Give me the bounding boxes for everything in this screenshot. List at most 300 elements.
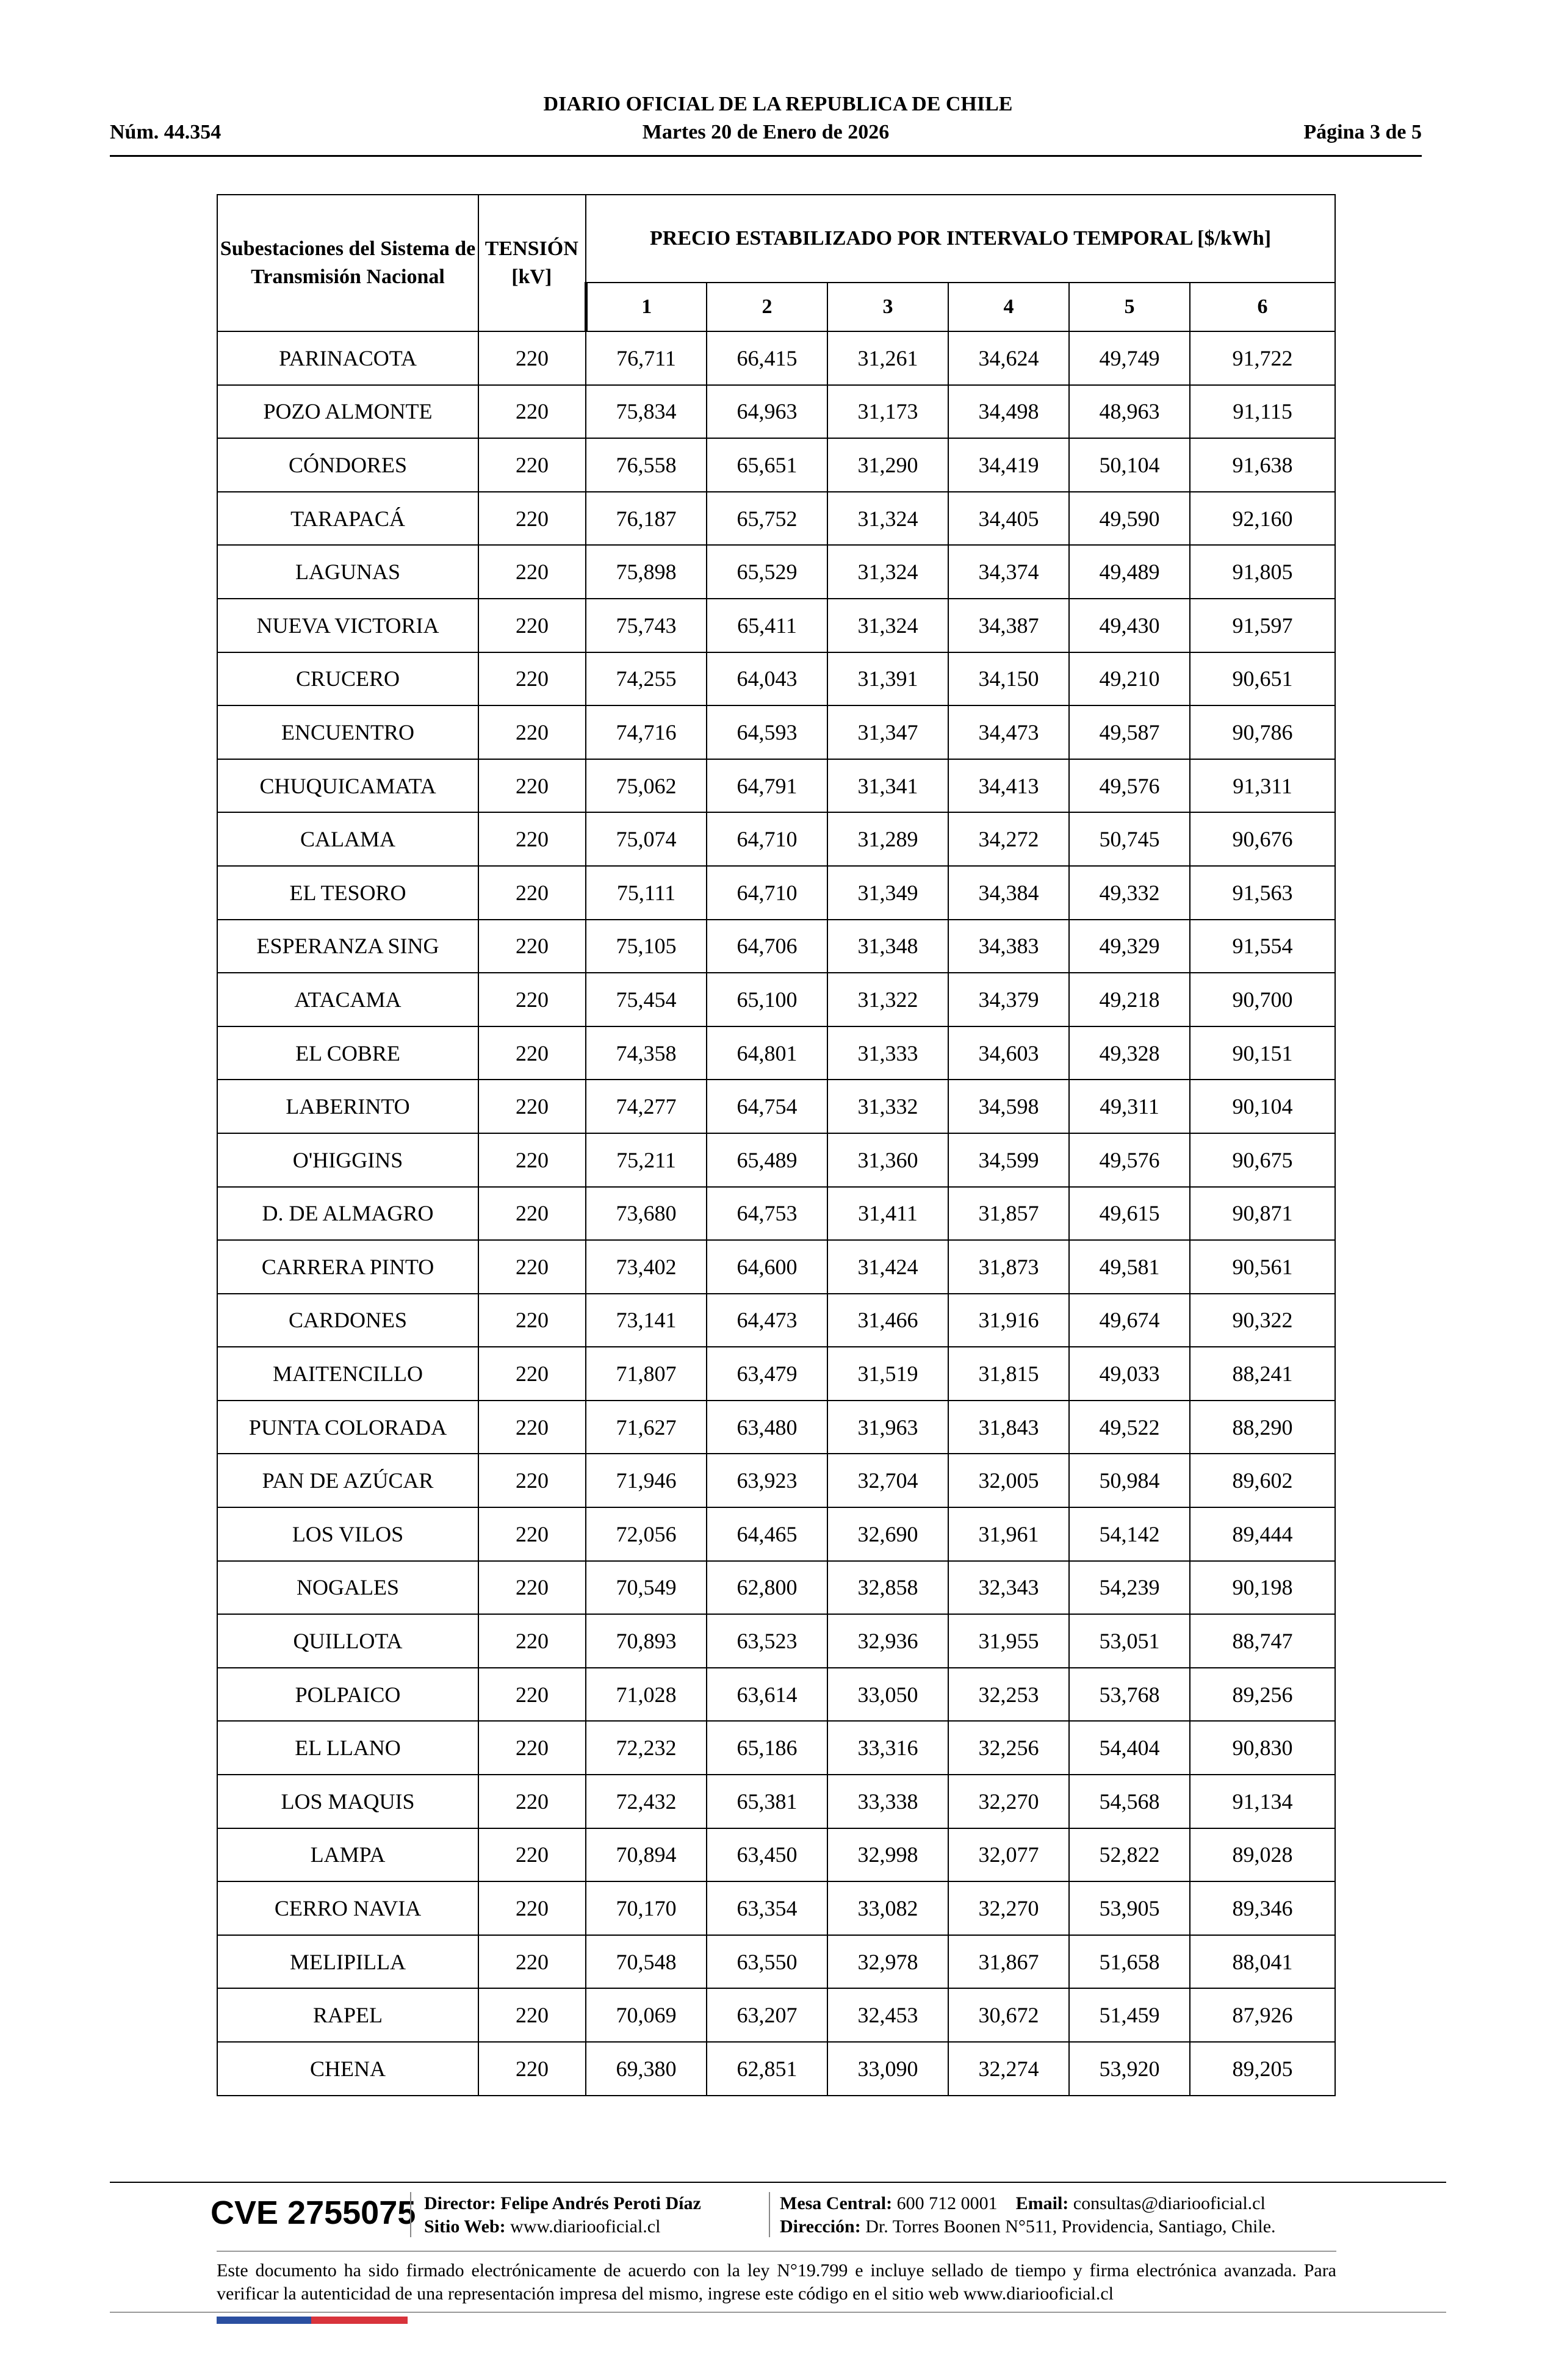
table-row (217, 545, 1335, 599)
price-cell: 64,791 (707, 759, 827, 813)
price-cell: 51,658 (1069, 1935, 1190, 1989)
price-cell: 70,170 (586, 1881, 707, 1935)
voltage-cell: 220 (478, 1721, 586, 1775)
price-cell: 32,998 (827, 1828, 948, 1882)
voltage-column-header: TENSIÓN [kV] (478, 195, 586, 331)
table-row (217, 1294, 1335, 1347)
voltage-cell: 220 (478, 1240, 586, 1294)
price-cell: 89,256 (1190, 1668, 1335, 1722)
price-cell: 31,857 (948, 1187, 1069, 1241)
voltage-cell: 220 (478, 599, 586, 652)
voltage-cell: 220 (478, 705, 586, 759)
price-cell: 32,270 (948, 1775, 1069, 1828)
price-cell: 32,690 (827, 1507, 948, 1561)
price-cell: 34,405 (948, 492, 1069, 546)
table-row (217, 331, 1335, 385)
price-cell: 90,198 (1190, 1561, 1335, 1615)
email-label: Email: (1015, 2193, 1069, 2213)
price-cell: 32,077 (948, 1828, 1069, 1882)
substation-name-cell: PARINACOTA (217, 331, 478, 385)
table-row (217, 1721, 1335, 1775)
table-row (217, 1133, 1335, 1187)
price-cell: 91,638 (1190, 438, 1335, 492)
price-cell: 31,324 (827, 492, 948, 546)
footer-divider (110, 2312, 1446, 2313)
price-cell: 33,316 (827, 1721, 948, 1775)
price-cell: 32,005 (948, 1454, 1069, 1507)
price-cell: 65,186 (707, 1721, 827, 1775)
price-cell: 74,716 (586, 705, 707, 759)
table-row (217, 1935, 1335, 1989)
price-cell: 88,041 (1190, 1935, 1335, 1989)
substation-name-cell: CHUQUICAMATA (217, 759, 478, 813)
voltage-cell: 220 (478, 1347, 586, 1401)
price-cell: 34,150 (948, 652, 1069, 706)
price-cell: 91,134 (1190, 1775, 1335, 1828)
table-row (217, 866, 1335, 920)
table-row (217, 1561, 1335, 1615)
price-cell: 64,801 (707, 1026, 827, 1080)
price-cell: 69,380 (586, 2042, 707, 2096)
substation-name-cell: CRUCERO (217, 652, 478, 706)
price-cell: 91,805 (1190, 545, 1335, 599)
price-cell: 65,489 (707, 1133, 827, 1187)
price-cell: 49,332 (1069, 866, 1190, 920)
price-cell: 71,028 (586, 1668, 707, 1722)
price-cell: 32,704 (827, 1454, 948, 1507)
price-cell: 31,322 (827, 973, 948, 1026)
table-row (217, 492, 1335, 546)
price-cell: 91,597 (1190, 599, 1335, 652)
price-cell: 64,043 (707, 652, 827, 706)
price-cell: 75,074 (586, 812, 707, 866)
price-cell: 62,851 (707, 2042, 827, 2096)
price-cell: 90,675 (1190, 1133, 1335, 1187)
table-row (217, 1347, 1335, 1401)
voltage-cell: 220 (478, 1454, 586, 1507)
substation-name-cell: CÓNDORES (217, 438, 478, 492)
price-cell: 64,600 (707, 1240, 827, 1294)
price-cell: 31,324 (827, 599, 948, 652)
table-row (217, 812, 1335, 866)
substation-name-cell: POZO ALMONTE (217, 385, 478, 439)
substation-name-cell: MAITENCILLO (217, 1347, 478, 1401)
substation-name-cell: CARDONES (217, 1294, 478, 1347)
voltage-cell: 220 (478, 1775, 586, 1828)
price-cell: 31,341 (827, 759, 948, 813)
price-cell: 65,411 (707, 599, 827, 652)
price-cell: 34,387 (948, 599, 1069, 652)
table-row (217, 1614, 1335, 1668)
price-cell: 34,413 (948, 759, 1069, 813)
price-cell: 90,786 (1190, 705, 1335, 759)
price-cell: 89,205 (1190, 2042, 1335, 2096)
price-cell: 33,050 (827, 1668, 948, 1722)
contact-block (780, 2192, 1276, 2238)
voltage-cell: 220 (478, 438, 586, 492)
price-cell: 53,051 (1069, 1614, 1190, 1668)
table-row (217, 1775, 1335, 1828)
price-cell: 88,290 (1190, 1401, 1335, 1454)
voltage-cell: 220 (478, 1507, 586, 1561)
voltage-cell: 220 (478, 1881, 586, 1935)
substation-name-cell: LAMPA (217, 1828, 478, 1882)
price-cell: 72,432 (586, 1775, 707, 1828)
price-cell: 34,603 (948, 1026, 1069, 1080)
price-cell: 64,593 (707, 705, 827, 759)
price-cell: 32,453 (827, 1988, 948, 2042)
substation-name-cell: EL COBRE (217, 1026, 478, 1080)
price-cell: 31,466 (827, 1294, 948, 1347)
header-divider (110, 155, 1422, 157)
price-cell: 49,674 (1069, 1294, 1190, 1347)
substation-name-cell: EL LLANO (217, 1721, 478, 1775)
price-cell: 49,576 (1069, 1133, 1190, 1187)
substation-name-cell: LAGUNAS (217, 545, 478, 599)
price-cell: 34,473 (948, 705, 1069, 759)
voltage-cell: 220 (478, 2042, 586, 2096)
voltage-cell: 220 (478, 1828, 586, 1882)
table-row (217, 705, 1335, 759)
price-cell: 88,241 (1190, 1347, 1335, 1401)
price-cell: 75,454 (586, 973, 707, 1026)
price-cell: 32,343 (948, 1561, 1069, 1615)
table-row (217, 1668, 1335, 1722)
price-cell: 31,961 (948, 1507, 1069, 1561)
substation-name-cell: CALAMA (217, 812, 478, 866)
price-cell: 62,800 (707, 1561, 827, 1615)
substation-name-cell: CERRO NAVIA (217, 1881, 478, 1935)
header-row (110, 121, 1422, 150)
price-cell: 90,871 (1190, 1187, 1335, 1241)
interval-header: 1 (586, 283, 707, 331)
price-cell: 31,332 (827, 1080, 948, 1133)
voltage-cell: 220 (478, 385, 586, 439)
substation-name-cell: QUILLOTA (217, 1614, 478, 1668)
price-cell: 31,411 (827, 1187, 948, 1241)
substation-name-cell: O'HIGGINS (217, 1133, 478, 1187)
price-cell: 31,348 (827, 920, 948, 973)
cve-code: CVE 2755075 (211, 2194, 416, 2231)
substation-name-cell: D. DE ALMAGRO (217, 1187, 478, 1241)
address-value: Dr. Torres Boonen N°511, Providencia, Santiago, Chile. (865, 2216, 1276, 2237)
table-row (217, 1080, 1335, 1133)
price-cell: 32,858 (827, 1561, 948, 1615)
price-cell: 31,843 (948, 1401, 1069, 1454)
substation-name-cell: ESPERANZA SING (217, 920, 478, 973)
substation-name-cell: MELIPILLA (217, 1935, 478, 1989)
price-cell: 70,548 (586, 1935, 707, 1989)
price-cell: 91,115 (1190, 385, 1335, 439)
price-cell: 33,090 (827, 2042, 948, 2096)
price-cell: 34,374 (948, 545, 1069, 599)
price-cell: 54,239 (1069, 1561, 1190, 1615)
price-cell: 90,151 (1190, 1026, 1335, 1080)
price-cell: 49,328 (1069, 1026, 1190, 1080)
price-cell: 31,173 (827, 385, 948, 439)
price-cell: 73,402 (586, 1240, 707, 1294)
price-cell: 66,415 (707, 331, 827, 385)
price-cell: 92,160 (1190, 492, 1335, 546)
price-cell: 32,978 (827, 1935, 948, 1989)
substation-name-cell: CARRERA PINTO (217, 1240, 478, 1294)
price-cell: 50,984 (1069, 1454, 1190, 1507)
footer-divider (217, 2251, 1336, 2252)
substation-name-cell: LOS MAQUIS (217, 1775, 478, 1828)
price-cell: 34,498 (948, 385, 1069, 439)
price-cell: 74,358 (586, 1026, 707, 1080)
voltage-cell: 220 (478, 1935, 586, 1989)
mesa-phone: 600 712 0001 (896, 2193, 998, 2213)
voltage-cell: 220 (478, 652, 586, 706)
interval-header: 4 (948, 283, 1069, 331)
price-cell: 34,599 (948, 1133, 1069, 1187)
price-cell: 50,745 (1069, 812, 1190, 866)
substation-name-cell: EL TESORO (217, 866, 478, 920)
price-cell: 64,706 (707, 920, 827, 973)
price-cell: 49,587 (1069, 705, 1190, 759)
price-cell: 70,894 (586, 1828, 707, 1882)
table-row (217, 2042, 1335, 2096)
voltage-cell: 220 (478, 866, 586, 920)
price-cell: 32,253 (948, 1668, 1069, 1722)
table-row (217, 1507, 1335, 1561)
table-row (217, 652, 1335, 706)
substation-name-cell: LOS VILOS (217, 1507, 478, 1561)
price-cell: 90,700 (1190, 973, 1335, 1026)
price-cell: 64,710 (707, 866, 827, 920)
price-cell: 87,926 (1190, 1988, 1335, 2042)
price-cell: 34,419 (948, 438, 1069, 492)
table-row (217, 1828, 1335, 1882)
table-row (217, 385, 1335, 439)
substation-name-cell: TARAPACÁ (217, 492, 478, 546)
price-cell: 65,529 (707, 545, 827, 599)
price-cell: 63,480 (707, 1401, 827, 1454)
price-cell: 75,111 (586, 866, 707, 920)
table-row (217, 1187, 1335, 1241)
interval-header: 2 (707, 283, 827, 331)
table-row (217, 1881, 1335, 1935)
voltage-cell: 220 (478, 1026, 586, 1080)
issue-date: Martes 20 de Enero de 2026 (642, 121, 890, 143)
price-cell: 63,354 (707, 1881, 827, 1935)
price-cell: 73,680 (586, 1187, 707, 1241)
price-cell: 49,033 (1069, 1347, 1190, 1401)
price-cell: 70,893 (586, 1614, 707, 1668)
price-cell: 49,522 (1069, 1401, 1190, 1454)
substation-name-cell: ENCUENTRO (217, 705, 478, 759)
table-row (217, 438, 1335, 492)
email-link[interactable]: consultas@diariooficial.cl (1073, 2193, 1266, 2213)
price-cell: 30,672 (948, 1988, 1069, 2042)
price-cell: 90,322 (1190, 1294, 1335, 1347)
price-cell: 51,459 (1069, 1988, 1190, 2042)
substation-name-cell: ATACAMA (217, 973, 478, 1026)
price-cell: 63,523 (707, 1614, 827, 1668)
table-row (217, 1026, 1335, 1080)
substation-name-cell: RAPEL (217, 1988, 478, 2042)
voltage-cell: 220 (478, 920, 586, 973)
table-row (217, 973, 1335, 1026)
price-cell: 49,430 (1069, 599, 1190, 652)
price-cell: 89,602 (1190, 1454, 1335, 1507)
voltage-cell: 220 (478, 759, 586, 813)
price-cell: 31,333 (827, 1026, 948, 1080)
price-cell: 73,141 (586, 1294, 707, 1347)
price-cell: 49,749 (1069, 331, 1190, 385)
footer-separator (769, 2192, 770, 2237)
price-cell: 31,916 (948, 1294, 1069, 1347)
price-cell: 31,963 (827, 1401, 948, 1454)
price-cell: 31,360 (827, 1133, 948, 1187)
issue-number: Núm. 44.354 (110, 121, 222, 143)
price-cell: 64,754 (707, 1080, 827, 1133)
price-cell: 90,651 (1190, 652, 1335, 706)
voltage-cell: 220 (478, 1294, 586, 1347)
director-block (424, 2192, 701, 2238)
substation-name-cell: CHENA (217, 2042, 478, 2096)
director-label: Director: (424, 2193, 496, 2213)
price-cell: 31,867 (948, 1935, 1069, 1989)
price-group-header: PRECIO ESTABILIZADO POR INTERVALO TEMPORAL [$/kWh] (586, 195, 1335, 283)
price-cell: 72,232 (586, 1721, 707, 1775)
voltage-cell: 220 (478, 331, 586, 385)
voltage-cell: 220 (478, 1668, 586, 1722)
price-cell: 32,256 (948, 1721, 1069, 1775)
price-cell: 34,379 (948, 973, 1069, 1026)
price-cell: 70,549 (586, 1561, 707, 1615)
table-row (217, 759, 1335, 813)
price-cell: 64,753 (707, 1187, 827, 1241)
price-cell: 64,710 (707, 812, 827, 866)
substation-name-cell: PUNTA COLORADA (217, 1401, 478, 1454)
price-cell: 89,346 (1190, 1881, 1335, 1935)
substation-name-cell: NUEVA VICTORIA (217, 599, 478, 652)
price-cell: 49,329 (1069, 920, 1190, 973)
price-cell: 90,676 (1190, 812, 1335, 866)
voltage-cell: 220 (478, 1561, 586, 1615)
voltage-cell: 220 (478, 1187, 586, 1241)
price-cell: 91,563 (1190, 866, 1335, 920)
price-table-body (217, 331, 1335, 2096)
price-cell: 54,142 (1069, 1507, 1190, 1561)
price-cell: 50,104 (1069, 438, 1190, 492)
price-cell: 89,444 (1190, 1507, 1335, 1561)
price-cell: 53,920 (1069, 2042, 1190, 2096)
price-cell: 34,272 (948, 812, 1069, 866)
price-cell: 74,255 (586, 652, 707, 706)
price-cell: 90,561 (1190, 1240, 1335, 1294)
table-row (217, 599, 1335, 652)
price-cell: 63,207 (707, 1988, 827, 2042)
price-cell: 64,465 (707, 1507, 827, 1561)
site-label: Sitio Web: (424, 2216, 506, 2237)
price-cell: 54,404 (1069, 1721, 1190, 1775)
price-cell: 34,383 (948, 920, 1069, 973)
interval-header: 3 (827, 283, 948, 331)
price-cell: 72,056 (586, 1507, 707, 1561)
footer-divider (110, 2182, 1446, 2183)
price-cell: 32,274 (948, 2042, 1069, 2096)
price-cell: 52,822 (1069, 1828, 1190, 1882)
price-cell: 31,347 (827, 705, 948, 759)
price-cell: 53,905 (1069, 1881, 1190, 1935)
price-cell: 31,815 (948, 1347, 1069, 1401)
price-cell: 31,424 (827, 1240, 948, 1294)
price-cell: 63,923 (707, 1454, 827, 1507)
voltage-cell: 220 (478, 545, 586, 599)
price-cell: 63,479 (707, 1347, 827, 1401)
price-cell: 48,963 (1069, 385, 1190, 439)
price-cell: 32,270 (948, 1881, 1069, 1935)
newspaper-title: DIARIO OFICIAL DE LA REPUBLICA DE CHILE (543, 93, 1013, 115)
voltage-cell: 220 (478, 1614, 586, 1668)
price-cell: 31,955 (948, 1614, 1069, 1668)
page-indicator: Página 3 de 5 (1303, 121, 1422, 143)
price-cell: 49,210 (1069, 652, 1190, 706)
price-cell: 76,711 (586, 331, 707, 385)
price-cell: 75,834 (586, 385, 707, 439)
substation-name-cell: NOGALES (217, 1561, 478, 1615)
price-cell: 34,384 (948, 866, 1069, 920)
price-cell: 49,581 (1069, 1240, 1190, 1294)
price-cell: 90,830 (1190, 1721, 1335, 1775)
director-name: Felipe Andrés Peroti Díaz (500, 2193, 701, 2213)
price-cell: 33,082 (827, 1881, 948, 1935)
substation-name-cell: LABERINTO (217, 1080, 478, 1133)
mesa-label: Mesa Central: (780, 2193, 893, 2213)
price-cell: 34,598 (948, 1080, 1069, 1133)
price-cell: 49,576 (1069, 759, 1190, 813)
voltage-cell: 220 (478, 1133, 586, 1187)
price-cell: 49,590 (1069, 492, 1190, 546)
price-cell: 49,615 (1069, 1187, 1190, 1241)
voltage-cell: 220 (478, 1988, 586, 2042)
price-cell: 65,752 (707, 492, 827, 546)
price-cell: 53,768 (1069, 1668, 1190, 1722)
price-cell: 31,290 (827, 438, 948, 492)
price-cell: 31,349 (827, 866, 948, 920)
price-cell: 63,614 (707, 1668, 827, 1722)
price-cell: 34,624 (948, 331, 1069, 385)
price-cell: 31,873 (948, 1240, 1069, 1294)
price-cell: 31,261 (827, 331, 948, 385)
price-cell: 63,450 (707, 1828, 827, 1882)
price-cell: 31,324 (827, 545, 948, 599)
price-cell: 31,391 (827, 652, 948, 706)
table-row (217, 1988, 1335, 2042)
price-cell: 75,105 (586, 920, 707, 973)
substation-name-cell: PAN DE AZÚCAR (217, 1454, 478, 1507)
legal-notice: Este documento ha sido firmado electrónicamente de acuerdo con la ley N°19.799 e incluye sellado de tiempo y firma electrónica avanzada. Para verificar la autenticidad de una representación impresa del mismo, ingrese este código en el sitio web www.diariooficial.cl (217, 2260, 1336, 2304)
table-row (217, 920, 1335, 973)
address-label: Dirección: (780, 2216, 861, 2237)
table-row (217, 1454, 1335, 1507)
price-cell: 70,069 (586, 1988, 707, 2042)
price-cell: 75,898 (586, 545, 707, 599)
interval-header: 5 (1069, 283, 1190, 331)
price-cell: 74,277 (586, 1080, 707, 1133)
voltage-cell: 220 (478, 1401, 586, 1454)
price-cell: 91,311 (1190, 759, 1335, 813)
site-link[interactable]: www.diariooficial.cl (510, 2216, 661, 2237)
price-cell: 33,338 (827, 1775, 948, 1828)
price-cell: 71,627 (586, 1401, 707, 1454)
voltage-cell: 220 (478, 1080, 586, 1133)
price-cell: 65,381 (707, 1775, 827, 1828)
voltage-cell: 220 (478, 492, 586, 546)
